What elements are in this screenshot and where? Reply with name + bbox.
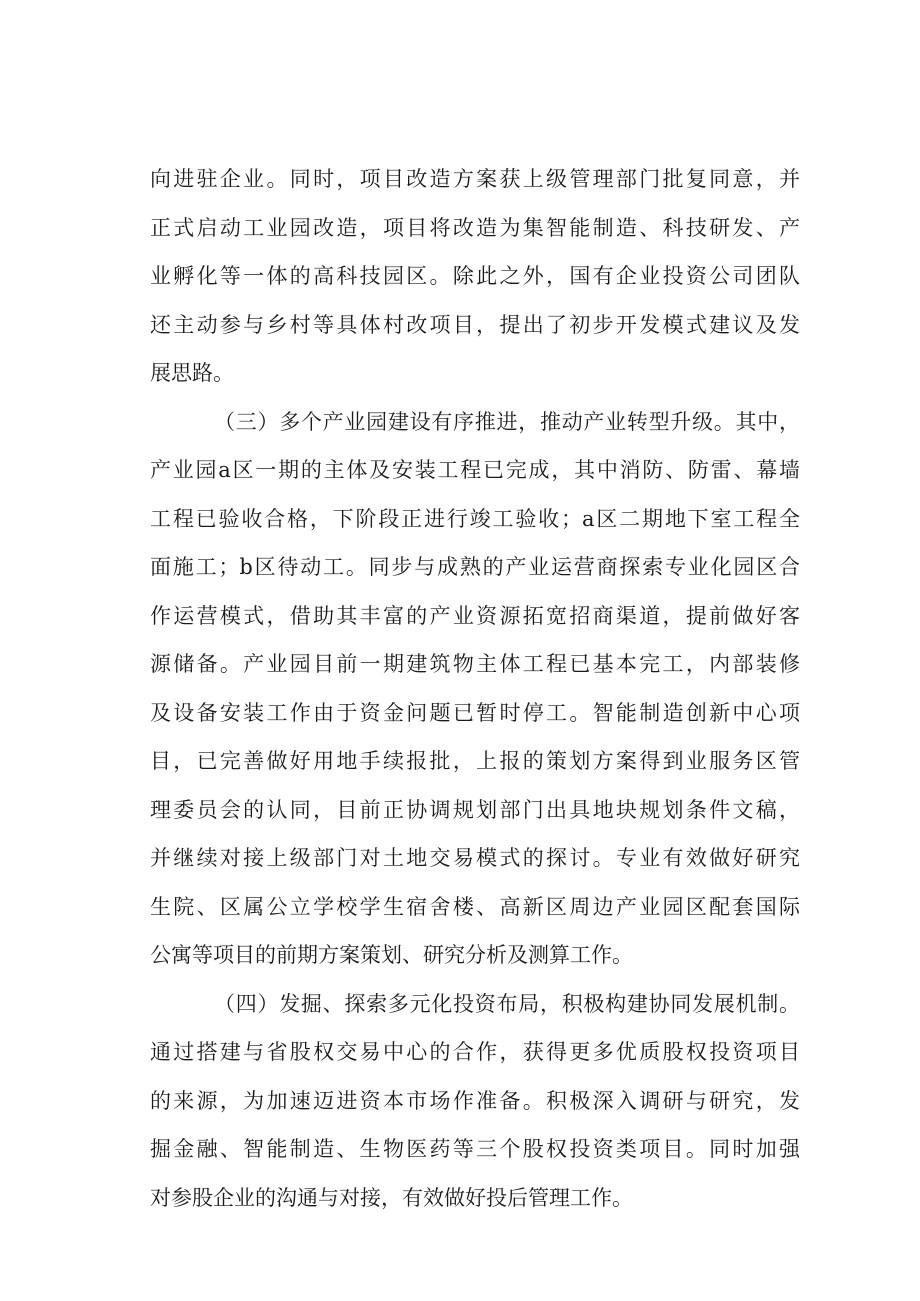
text-line: 理委员会的认同，目前正协调规划部门出具地块规划条件文稿， [150,797,800,822]
text-line: 源储备。产业园目前一期建筑物主体工程已基本完工，内部装修 [150,652,800,676]
text-line: 的来源，为加速迈进资本市场作准备。积极深入调研与研究，发 [150,1088,800,1113]
text-line: 掘金融、智能制造、生物医药等三个股权投资类项目。同时加强 [150,1137,800,1161]
paragraph-continuation [150,155,800,398]
section-heading-line: （三）多个产业园建设有序推进，推动产业转型升级。其中， [214,409,800,434]
text-line: 业孵化等一体的高科技园区。除此之外，国有企业投资公司团队 [150,264,800,288]
paragraph-section-3 [150,398,800,980]
text-line: 通过搭建与省股权交易中心的合作，获得更多优质股权投资项目 [150,1040,800,1064]
text-line: 公寓等项目的前期方案策划、研究分析及测算工作。 [150,943,633,967]
text-line: 展思路。 [150,361,234,385]
text-line: 正式启动工业园改造，项目将改造为集智能制造、科技研发、产 [150,215,800,240]
text-line: 向进驻企业。同时，项目改造方案获上级管理部门批复同意，并 [150,167,800,191]
text-line: 及设备安装工作由于资金问题已暂时停工。智能制造创新中心项 [150,700,800,725]
text-line: 作运营模式，借助其丰富的产业资源拓宽招商渠道，提前做好客 [150,603,800,628]
paragraph-section-4 [150,980,800,1223]
text-line: 工程已验收合格，下阶段正进行竣工验收；a区二期地下室工程全 [150,506,800,531]
text-line: 面施工；b区待动工。同步与成熟的产业运营商探索专业化园区合 [150,555,800,579]
document-body [150,155,800,1222]
text-line: 还主动参与乡村等具体村改项目，提出了初步开发模式建议及发 [150,312,800,337]
section-heading-line: （四）发掘、探索多元化投资布局，积极构建协同发展机制。 [214,991,800,1016]
text-line: 产业园a区一期的主体及安装工程已完成，其中消防、防雷、幕墙 [150,458,800,482]
text-line: 并继续对接上级部门对土地交易模式的探讨。专业有效做好研究 [150,846,800,870]
text-line: 目，已完善做好用地手续报批，上报的策划方案得到业服务区管 [150,749,800,773]
text-line: 生院、区属公立学校学生宿舍楼、高新区周边产业园区配套国际 [150,894,800,919]
text-line: 对参股企业的沟通与对接，有效做好投后管理工作。 [150,1185,633,1210]
